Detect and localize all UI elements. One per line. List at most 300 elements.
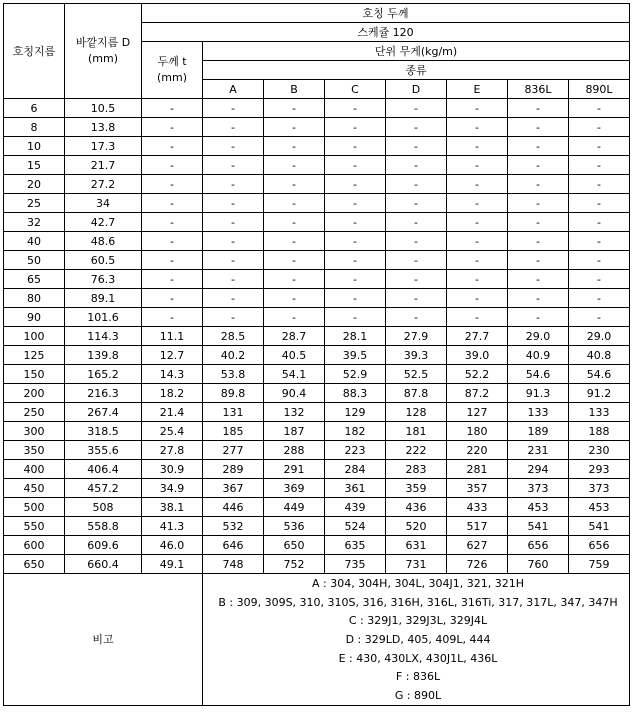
type-column-a: A [203, 80, 264, 99]
outer-diameter-cell: 508 [65, 498, 142, 517]
weight-890l-cell: 91.2 [569, 384, 630, 403]
weight-d-cell: - [386, 232, 447, 251]
header-unit-weight: 단위 무게(kg/m) [203, 42, 630, 61]
type-column-e: E [447, 80, 508, 99]
thickness-cell: - [142, 175, 203, 194]
weight-c-cell: - [325, 308, 386, 327]
remark-line: G : 890L [394, 689, 442, 703]
table-row [4, 517, 630, 536]
header-schedule: 스케쥴 120 [142, 23, 630, 42]
weight-d-cell: - [386, 156, 447, 175]
weight-c-cell: - [325, 270, 386, 289]
weight-b-cell: - [264, 308, 325, 327]
nominal-size-cell: 400 [4, 460, 65, 479]
nominal-size-cell: 8 [4, 118, 65, 137]
outer-diameter-cell: 101.6 [65, 308, 142, 327]
weight-b-cell: - [264, 175, 325, 194]
outer-diameter-cell: 139.8 [65, 346, 142, 365]
thickness-cell: - [142, 308, 203, 327]
outer-diameter-cell: 216.3 [65, 384, 142, 403]
weight-d-cell: - [386, 251, 447, 270]
table-row [4, 118, 630, 137]
header-outer-diameter-unit: (mm) [87, 52, 118, 65]
table-row [4, 194, 630, 213]
table-row [4, 213, 630, 232]
nominal-size-cell: 65 [4, 270, 65, 289]
thickness-cell: 38.1 [142, 498, 203, 517]
weight-890l-cell: - [569, 270, 630, 289]
table-row [4, 156, 630, 175]
weight-c-cell: 88.3 [325, 384, 386, 403]
weight-890l-cell: - [569, 99, 630, 118]
thickness-cell: - [142, 137, 203, 156]
weight-e-cell: 87.2 [447, 384, 508, 403]
weight-e-cell: - [447, 194, 508, 213]
weight-e-cell: - [447, 270, 508, 289]
weight-e-cell: 52.2 [447, 365, 508, 384]
outer-diameter-cell: 27.2 [65, 175, 142, 194]
weight-e-cell: - [447, 308, 508, 327]
remark-line: D : 329LD, 405, 409L, 444 [345, 633, 491, 647]
weight-a-cell: 89.8 [203, 384, 264, 403]
weight-e-cell: 180 [447, 422, 508, 441]
weight-836l-cell: 656 [508, 536, 569, 555]
weight-a-cell: 532 [203, 517, 264, 536]
weight-e-cell: - [447, 232, 508, 251]
outer-diameter-cell: 10.5 [65, 99, 142, 118]
thickness-cell: 41.3 [142, 517, 203, 536]
thickness-cell: - [142, 251, 203, 270]
weight-c-cell: - [325, 99, 386, 118]
weight-a-cell: - [203, 308, 264, 327]
weight-e-cell: 433 [447, 498, 508, 517]
nominal-size-cell: 25 [4, 194, 65, 213]
remark-line: B : 309, 309S, 310, 310S, 316, 316H, 316L, 316Ti, 317, 317L, 347, 347H [218, 595, 618, 609]
weight-a-cell: - [203, 118, 264, 137]
table-row [4, 403, 630, 422]
weight-c-cell: 52.9 [325, 365, 386, 384]
weight-890l-cell: 453 [569, 498, 630, 517]
thickness-cell: - [142, 289, 203, 308]
weight-890l-cell: - [569, 232, 630, 251]
outer-diameter-cell: 165.2 [65, 365, 142, 384]
outer-diameter-cell: 21.7 [65, 156, 142, 175]
weight-a-cell: - [203, 232, 264, 251]
outer-diameter-cell: 406.4 [65, 460, 142, 479]
weight-890l-cell: - [569, 156, 630, 175]
table-row [4, 137, 630, 156]
table-row [4, 270, 630, 289]
thickness-cell: - [142, 156, 203, 175]
nominal-size-cell: 50 [4, 251, 65, 270]
table-row [4, 384, 630, 403]
nominal-size-cell: 32 [4, 213, 65, 232]
weight-d-cell: 731 [386, 555, 447, 574]
thickness-cell: 21.4 [142, 403, 203, 422]
nominal-size-cell: 500 [4, 498, 65, 517]
outer-diameter-cell: 34 [65, 194, 142, 213]
weight-836l-cell: - [508, 99, 569, 118]
weight-b-cell: 28.7 [264, 327, 325, 346]
weight-d-cell: - [386, 175, 447, 194]
weight-d-cell: 27.9 [386, 327, 447, 346]
weight-890l-cell: 541 [569, 517, 630, 536]
remarks-list [203, 574, 630, 706]
weight-836l-cell: - [508, 194, 569, 213]
table-row [4, 232, 630, 251]
weight-b-cell: 291 [264, 460, 325, 479]
table-row [4, 555, 630, 574]
weight-836l-cell: - [508, 213, 569, 232]
weight-836l-cell: 231 [508, 441, 569, 460]
weight-b-cell: - [264, 270, 325, 289]
weight-c-cell: 39.5 [325, 346, 386, 365]
remark-line: A : 304, 304H, 304L, 304J1, 321, 321H [311, 577, 525, 590]
type-column-b: B [264, 80, 325, 99]
weight-c-cell: 635 [325, 536, 386, 555]
weight-e-cell: 726 [447, 555, 508, 574]
nominal-size-cell: 40 [4, 232, 65, 251]
remark-line: C : 329J1, 329J3L, 329J4L [348, 614, 488, 628]
table-row [4, 365, 630, 384]
weight-e-cell: - [447, 118, 508, 137]
weight-a-cell: 748 [203, 555, 264, 574]
weight-b-cell: 752 [264, 555, 325, 574]
weight-d-cell: 283 [386, 460, 447, 479]
weight-890l-cell: - [569, 137, 630, 156]
nominal-size-cell: 550 [4, 517, 65, 536]
nominal-size-cell: 100 [4, 327, 65, 346]
weight-a-cell: - [203, 251, 264, 270]
weight-b-cell: - [264, 137, 325, 156]
weight-836l-cell: - [508, 156, 569, 175]
outer-diameter-cell: 76.3 [65, 270, 142, 289]
table-row [4, 308, 630, 327]
nominal-size-cell: 250 [4, 403, 65, 422]
weight-b-cell: 288 [264, 441, 325, 460]
weight-c-cell: 439 [325, 498, 386, 517]
thickness-cell: - [142, 232, 203, 251]
weight-d-cell: - [386, 137, 447, 156]
weight-b-cell: 650 [264, 536, 325, 555]
weight-d-cell: 631 [386, 536, 447, 555]
table-row [4, 479, 630, 498]
weight-b-cell: 449 [264, 498, 325, 517]
weight-a-cell: - [203, 137, 264, 156]
thickness-cell: 49.1 [142, 555, 203, 574]
outer-diameter-cell: 13.8 [65, 118, 142, 137]
weight-b-cell: - [264, 289, 325, 308]
weight-d-cell: - [386, 99, 447, 118]
weight-c-cell: 223 [325, 441, 386, 460]
weight-c-cell: - [325, 251, 386, 270]
weight-c-cell: 361 [325, 479, 386, 498]
weight-d-cell: 87.8 [386, 384, 447, 403]
weight-836l-cell: 294 [508, 460, 569, 479]
header-outer-diameter [65, 4, 142, 99]
weight-890l-cell: 54.6 [569, 365, 630, 384]
weight-c-cell: - [325, 194, 386, 213]
weight-e-cell: - [447, 99, 508, 118]
weight-d-cell: - [386, 213, 447, 232]
weight-a-cell: 185 [203, 422, 264, 441]
weight-e-cell: 517 [447, 517, 508, 536]
weight-e-cell: 127 [447, 403, 508, 422]
weight-d-cell: - [386, 308, 447, 327]
outer-diameter-cell: 42.7 [65, 213, 142, 232]
weight-d-cell: - [386, 270, 447, 289]
weight-890l-cell: 230 [569, 441, 630, 460]
nominal-size-cell: 15 [4, 156, 65, 175]
weight-d-cell: 359 [386, 479, 447, 498]
outer-diameter-cell: 457.2 [65, 479, 142, 498]
thickness-cell: - [142, 213, 203, 232]
weight-836l-cell: - [508, 118, 569, 137]
weight-a-cell: - [203, 99, 264, 118]
outer-diameter-cell: 48.6 [65, 232, 142, 251]
weight-c-cell: 28.1 [325, 327, 386, 346]
weight-a-cell: - [203, 175, 264, 194]
weight-a-cell: - [203, 156, 264, 175]
table-row [4, 536, 630, 555]
weight-c-cell: 182 [325, 422, 386, 441]
weight-b-cell: 40.5 [264, 346, 325, 365]
outer-diameter-cell: 558.8 [65, 517, 142, 536]
weight-e-cell: 220 [447, 441, 508, 460]
header-thickness-label: 두께 t [157, 55, 187, 68]
outer-diameter-cell: 660.4 [65, 555, 142, 574]
thickness-cell: - [142, 99, 203, 118]
weight-a-cell: 40.2 [203, 346, 264, 365]
weight-836l-cell: 373 [508, 479, 569, 498]
nominal-size-cell: 10 [4, 137, 65, 156]
weight-836l-cell: 91.3 [508, 384, 569, 403]
weight-a-cell: 277 [203, 441, 264, 460]
thickness-cell: 30.9 [142, 460, 203, 479]
weight-890l-cell: 133 [569, 403, 630, 422]
nominal-size-cell: 650 [4, 555, 65, 574]
weight-836l-cell: 453 [508, 498, 569, 517]
weight-e-cell: 39.0 [447, 346, 508, 365]
nominal-size-cell: 150 [4, 365, 65, 384]
weight-a-cell: 28.5 [203, 327, 264, 346]
weight-836l-cell: 760 [508, 555, 569, 574]
weight-c-cell: - [325, 175, 386, 194]
weight-d-cell: 222 [386, 441, 447, 460]
nominal-size-cell: 450 [4, 479, 65, 498]
weight-c-cell: 735 [325, 555, 386, 574]
table-row [4, 460, 630, 479]
remark-line: E : 430, 430LX, 430J1L, 436L [338, 651, 498, 665]
weight-d-cell: 181 [386, 422, 447, 441]
weight-a-cell: 289 [203, 460, 264, 479]
weight-e-cell: - [447, 175, 508, 194]
weight-c-cell: 284 [325, 460, 386, 479]
weight-d-cell: 128 [386, 403, 447, 422]
outer-diameter-cell: 17.3 [65, 137, 142, 156]
thickness-cell: 18.2 [142, 384, 203, 403]
outer-diameter-cell: 267.4 [65, 403, 142, 422]
weight-e-cell: - [447, 156, 508, 175]
table-row [4, 498, 630, 517]
weight-890l-cell: 759 [569, 555, 630, 574]
weight-c-cell: 129 [325, 403, 386, 422]
weight-890l-cell: - [569, 175, 630, 194]
outer-diameter-cell: 355.6 [65, 441, 142, 460]
weight-d-cell: 52.5 [386, 365, 447, 384]
weight-e-cell: 281 [447, 460, 508, 479]
weight-836l-cell: 29.0 [508, 327, 569, 346]
nominal-size-cell: 20 [4, 175, 65, 194]
weight-e-cell: 27.7 [447, 327, 508, 346]
table-row [4, 99, 630, 118]
nominal-size-cell: 200 [4, 384, 65, 403]
header-outer-diameter-label: 바깥지름 D [75, 36, 131, 49]
weight-d-cell: 520 [386, 517, 447, 536]
weight-836l-cell: - [508, 251, 569, 270]
weight-c-cell: - [325, 156, 386, 175]
type-column-836l: 836L [508, 80, 569, 99]
weight-890l-cell: 29.0 [569, 327, 630, 346]
weight-890l-cell: - [569, 118, 630, 137]
weight-836l-cell: 541 [508, 517, 569, 536]
nominal-size-cell: 6 [4, 99, 65, 118]
weight-b-cell: - [264, 232, 325, 251]
weight-836l-cell: - [508, 289, 569, 308]
thickness-cell: 25.4 [142, 422, 203, 441]
outer-diameter-cell: 609.6 [65, 536, 142, 555]
weight-836l-cell: - [508, 137, 569, 156]
weight-c-cell: - [325, 232, 386, 251]
nominal-size-cell: 90 [4, 308, 65, 327]
weight-b-cell: 369 [264, 479, 325, 498]
weight-b-cell: 187 [264, 422, 325, 441]
weight-b-cell: 536 [264, 517, 325, 536]
weight-836l-cell: 40.9 [508, 346, 569, 365]
type-column-890l: 890L [569, 80, 630, 99]
outer-diameter-cell: 114.3 [65, 327, 142, 346]
weight-c-cell: - [325, 137, 386, 156]
weight-b-cell: 54.1 [264, 365, 325, 384]
table-row [4, 422, 630, 441]
header-thickness-unit: (mm) [156, 71, 187, 84]
weight-e-cell: - [447, 251, 508, 270]
weight-a-cell: 131 [203, 403, 264, 422]
weight-890l-cell: 373 [569, 479, 630, 498]
table-row [4, 327, 630, 346]
weight-e-cell: 627 [447, 536, 508, 555]
weight-c-cell: - [325, 118, 386, 137]
thickness-cell: 34.9 [142, 479, 203, 498]
weight-890l-cell: 188 [569, 422, 630, 441]
weight-890l-cell: 293 [569, 460, 630, 479]
table-body [4, 99, 630, 574]
weight-d-cell: 39.3 [386, 346, 447, 365]
weight-890l-cell: - [569, 194, 630, 213]
table-row [4, 346, 630, 365]
header-nominal-size: 호칭지름 [4, 4, 65, 99]
weight-e-cell: - [447, 137, 508, 156]
remark-line: F : 836L [395, 670, 441, 684]
table-row [4, 251, 630, 270]
thickness-cell: - [142, 118, 203, 137]
weight-836l-cell: 54.6 [508, 365, 569, 384]
weight-836l-cell: - [508, 308, 569, 327]
weight-b-cell: - [264, 156, 325, 175]
weight-e-cell: - [447, 213, 508, 232]
weight-d-cell: - [386, 289, 447, 308]
weight-a-cell: - [203, 213, 264, 232]
weight-c-cell: 524 [325, 517, 386, 536]
weight-836l-cell: - [508, 232, 569, 251]
pipe-dimension-table [3, 3, 630, 706]
type-column-c: C [325, 80, 386, 99]
table-row [4, 441, 630, 460]
weight-a-cell: 367 [203, 479, 264, 498]
weight-a-cell: 646 [203, 536, 264, 555]
thickness-cell: 14.3 [142, 365, 203, 384]
outer-diameter-cell: 318.5 [65, 422, 142, 441]
nominal-size-cell: 80 [4, 289, 65, 308]
thickness-cell: 46.0 [142, 536, 203, 555]
nominal-size-cell: 125 [4, 346, 65, 365]
header-type: 종류 [203, 61, 630, 80]
weight-a-cell: - [203, 270, 264, 289]
weight-b-cell: - [264, 99, 325, 118]
header-nominal-thickness: 호칭 두께 [142, 4, 630, 23]
weight-890l-cell: - [569, 251, 630, 270]
weight-b-cell: - [264, 118, 325, 137]
weight-d-cell: 436 [386, 498, 447, 517]
weight-836l-cell: 189 [508, 422, 569, 441]
remarks-label: 비고 [4, 574, 203, 706]
weight-890l-cell: - [569, 289, 630, 308]
table-row [4, 289, 630, 308]
weight-b-cell: - [264, 194, 325, 213]
weight-890l-cell: - [569, 213, 630, 232]
thickness-cell: 27.8 [142, 441, 203, 460]
type-column-d: D [386, 80, 447, 99]
weight-a-cell: 53.8 [203, 365, 264, 384]
nominal-size-cell: 300 [4, 422, 65, 441]
weight-c-cell: - [325, 213, 386, 232]
weight-b-cell: - [264, 213, 325, 232]
weight-a-cell: - [203, 289, 264, 308]
weight-890l-cell: - [569, 308, 630, 327]
weight-a-cell: 446 [203, 498, 264, 517]
weight-890l-cell: 40.8 [569, 346, 630, 365]
thickness-cell: - [142, 194, 203, 213]
weight-e-cell: - [447, 289, 508, 308]
weight-836l-cell: 133 [508, 403, 569, 422]
weight-b-cell: 90.4 [264, 384, 325, 403]
outer-diameter-cell: 89.1 [65, 289, 142, 308]
thickness-cell: 12.7 [142, 346, 203, 365]
weight-d-cell: - [386, 194, 447, 213]
nominal-size-cell: 350 [4, 441, 65, 460]
outer-diameter-cell: 60.5 [65, 251, 142, 270]
weight-b-cell: 132 [264, 403, 325, 422]
nominal-size-cell: 600 [4, 536, 65, 555]
weight-e-cell: 357 [447, 479, 508, 498]
thickness-cell: - [142, 270, 203, 289]
thickness-cell: 11.1 [142, 327, 203, 346]
weight-b-cell: - [264, 251, 325, 270]
weight-890l-cell: 656 [569, 536, 630, 555]
weight-a-cell: - [203, 194, 264, 213]
weight-836l-cell: - [508, 175, 569, 194]
header-thickness [142, 42, 203, 99]
